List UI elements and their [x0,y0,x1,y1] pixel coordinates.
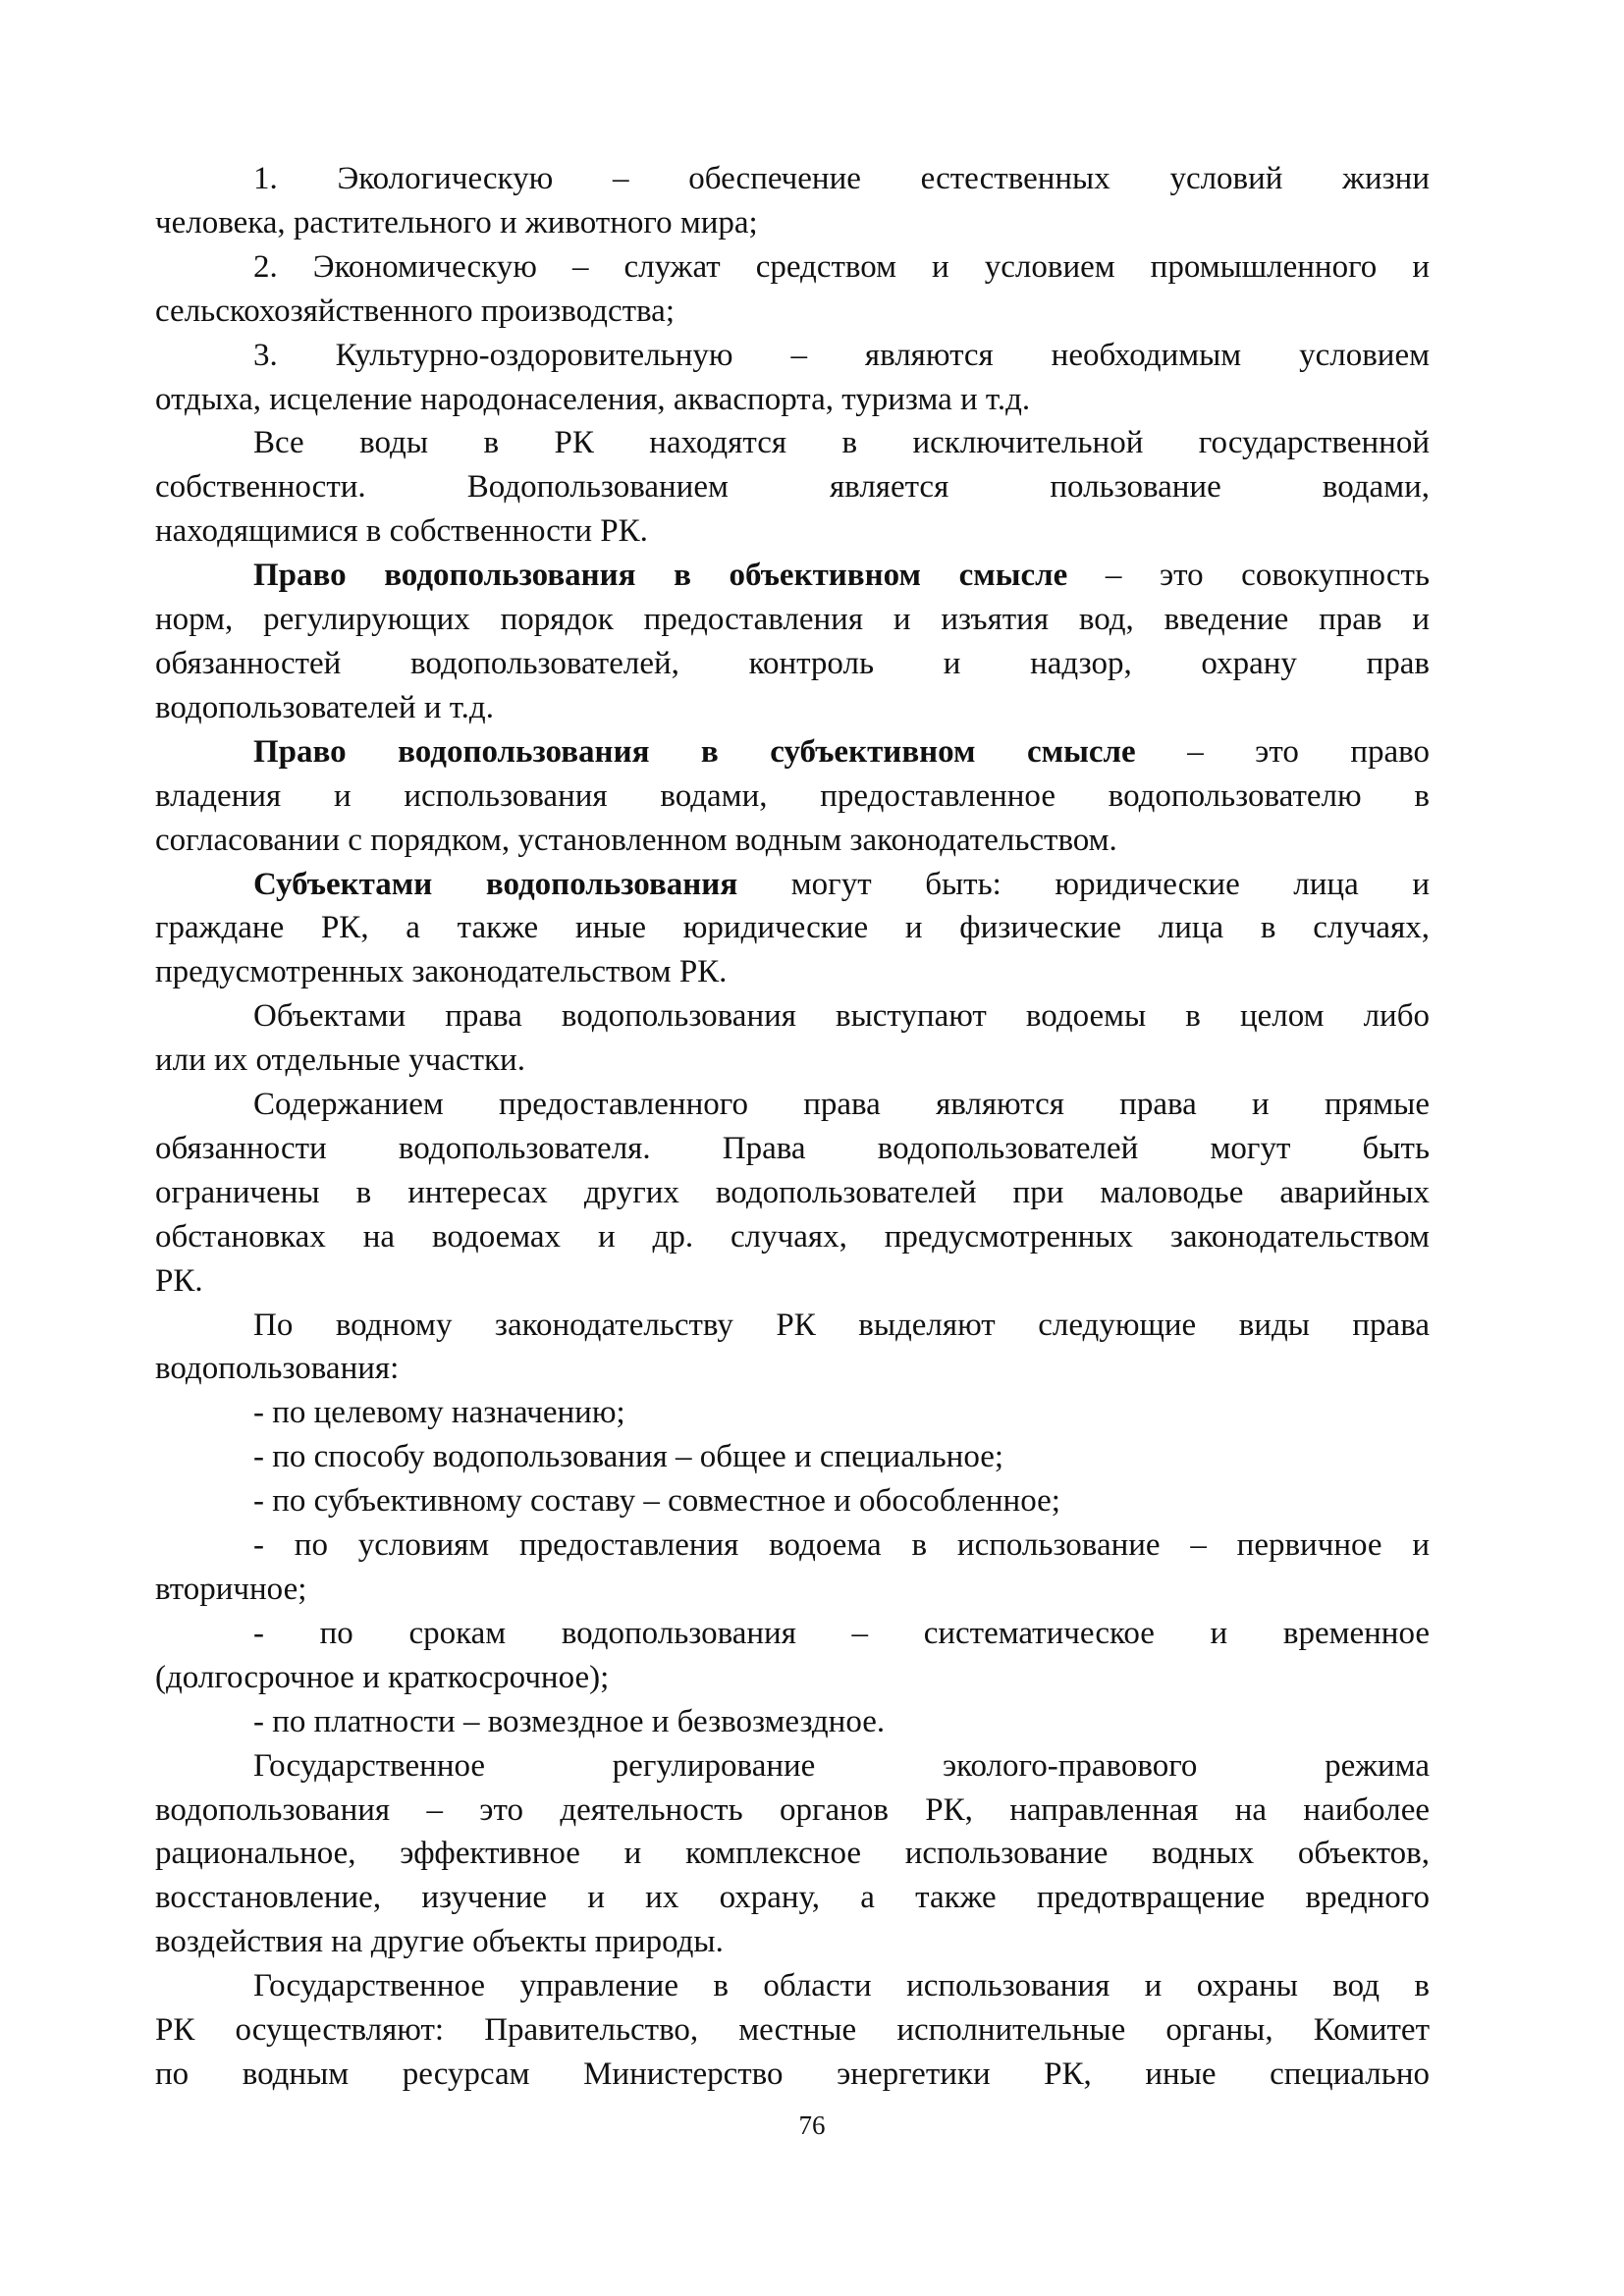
text-line [155,730,1430,774]
line-text: или их отдельные участки. [155,1042,525,1079]
text-line [155,1127,1430,1171]
text-line [155,1964,1430,2008]
line-text: обязанностей водопользователей, контроль и надзор, охрану прав [155,645,1430,681]
line-text: восстановление, изучение и их охрану, а также предотвращение вредного [155,1880,1430,1916]
line-text: обязанности водопользователя. Права водопользователей могут быть [155,1130,1430,1166]
text-line [155,819,1430,863]
line-text: водопользователей и т.д. [155,689,494,725]
text-line [155,421,1430,465]
line-text: воздействия на другие объекты природы. [155,1924,724,1960]
paragraph [155,1083,1430,1304]
text-line [155,245,1430,290]
text-line [155,1789,1430,1833]
line-text: По водному законодательству РК выделяют следующие виды права [253,1307,1430,1343]
line-text: собственности. Водопользованием является пользование водами, [155,469,1430,506]
line-text: могут быть: юридические лица и [737,866,1430,902]
text-line [155,201,1430,245]
line-text: Объектами права водопользования выступают водоемы в целом либо [253,998,1430,1035]
line-text: Государственное регулирование эколого-правового режима [253,1747,1430,1784]
text-line [155,1744,1430,1789]
text-line [155,378,1430,422]
paragraph [155,730,1430,863]
line-text: водопользования – это деятельность органов РК, направленная на наиболее [155,1791,1430,1828]
paragraph [155,863,1430,995]
text-line [155,598,1430,642]
paragraph [155,1700,1430,1744]
paragraph [155,1304,1430,1392]
line-text: 2. Экономическую – служат средством и условием промышленного и [253,248,1430,285]
text-line [155,1083,1430,1127]
text-line [155,2008,1430,2053]
document-page [155,157,1430,2097]
paragraph [155,554,1430,730]
text-line [155,1568,1430,1612]
text-line [155,686,1430,730]
line-text: вторичное; [155,1572,307,1607]
line-text: предусмотренных законодательством РК. [155,954,728,990]
paragraph [155,421,1430,554]
line-text: норм, регулирующих порядок предоставления и изъятия вод, введение прав и [155,602,1430,638]
line-text: - по платности – возмездное и безвозмездное. [253,1703,886,1739]
line-text: сельскохозяйственного производства; [155,293,675,329]
text-line [155,1215,1430,1259]
text-line [155,994,1430,1039]
text-line [155,157,1430,201]
paragraph [155,994,1430,1083]
line-text: отдыха, исцеление народонаселения, акваспорта, туризма и т.д. [155,381,1031,417]
line-text: Государственное управление в области использования и охраны вод в [253,1968,1430,2004]
text-line [155,1435,1430,1479]
line-text: 3. Культурно-оздоровительную – являются необходимым условием [253,337,1430,373]
line-text: - по способу водопользования – общее и специальное; [253,1439,1004,1475]
paragraph [155,245,1430,334]
text-line [155,554,1430,598]
line-text: Содержанием предоставленного права являются права и прямые [253,1087,1430,1123]
paragraph [155,157,1430,245]
line-text: РК осуществляют: Правительство, местные исполнительные органы, Комитет [155,2012,1430,2049]
text-line [155,1523,1430,1568]
text-line [155,1304,1430,1348]
line-text: по водным ресурсам Министерство энергетики РК, иные специально [155,2056,1430,2092]
paragraph [155,1435,1430,1479]
page-number: 76 [798,2110,826,2140]
line-text: владения и использования водами, предоставленное водопользователю в [155,777,1430,814]
text-line [155,1347,1430,1391]
line-text: (долгосрочное и краткосрочное); [155,1659,610,1695]
line-text: находящимися в собственности РК. [155,513,648,550]
line-text: - по срокам водопользования – систематическое и временное [253,1615,1430,1651]
paragraph [155,334,1430,422]
paragraph [155,1964,1430,2097]
line-text: рациональное, эффективное и комплексное использование водных объектов, [155,1836,1430,1872]
text-line [155,1700,1430,1744]
paragraph [155,1744,1430,1965]
text-line [155,334,1430,378]
text-line [155,290,1430,334]
paragraph [155,1391,1430,1435]
line-text: – это право [1135,733,1430,770]
bold-term: Право водопользования в объективном смысле [253,558,1068,594]
line-text: Все воды в РК находятся в исключительной государственной [253,425,1430,461]
line-text: водопользования: [155,1351,400,1387]
text-line [155,774,1430,819]
text-line [155,1259,1430,1304]
paragraph [155,1523,1430,1612]
line-text: ограничены в интересах других водопользователей при маловодье аварийных [155,1174,1430,1210]
text-line [155,1876,1430,1920]
text-line [155,1391,1430,1435]
line-text: граждане РК, а также иные юридические и физические лица в случаях, [155,910,1430,946]
line-text: - по субъективному составу – совместное и обособленное; [253,1483,1060,1520]
text-line [155,1832,1430,1876]
text-line [155,906,1430,950]
text-line [155,1479,1430,1523]
text-line [155,950,1430,994]
text-line [155,642,1430,686]
text-line [155,509,1430,554]
line-text: обстановках на водоемах и др. случаях, предусмотренных законодательством [155,1218,1430,1255]
text-line [155,1039,1430,1083]
line-text: – это совокупность [1067,558,1431,594]
bold-term: Субъектами водопользования [253,866,738,902]
text-line [155,1612,1430,1656]
text-line [155,1920,1430,1964]
text-line [155,863,1430,907]
text-line [155,465,1430,509]
text-line [155,1171,1430,1215]
bold-term: Право водопользования в субъективном смысле [253,733,1136,770]
paragraph [155,1479,1430,1523]
text-line [155,2053,1430,2097]
line-text: человека, растительного и животного мира; [155,204,758,240]
text-line [155,1656,1430,1700]
line-text: - по целевому назначению; [253,1395,625,1431]
line-text: 1. Экологическую – обеспечение естественных условий жизни [253,161,1430,196]
line-text: согласовании с порядком, установленном водным законодательством. [155,822,1117,858]
paragraph [155,1612,1430,1700]
line-text: - по условиям предоставления водоема в использование – первичное и [253,1527,1430,1564]
line-text: РК. [155,1262,203,1299]
